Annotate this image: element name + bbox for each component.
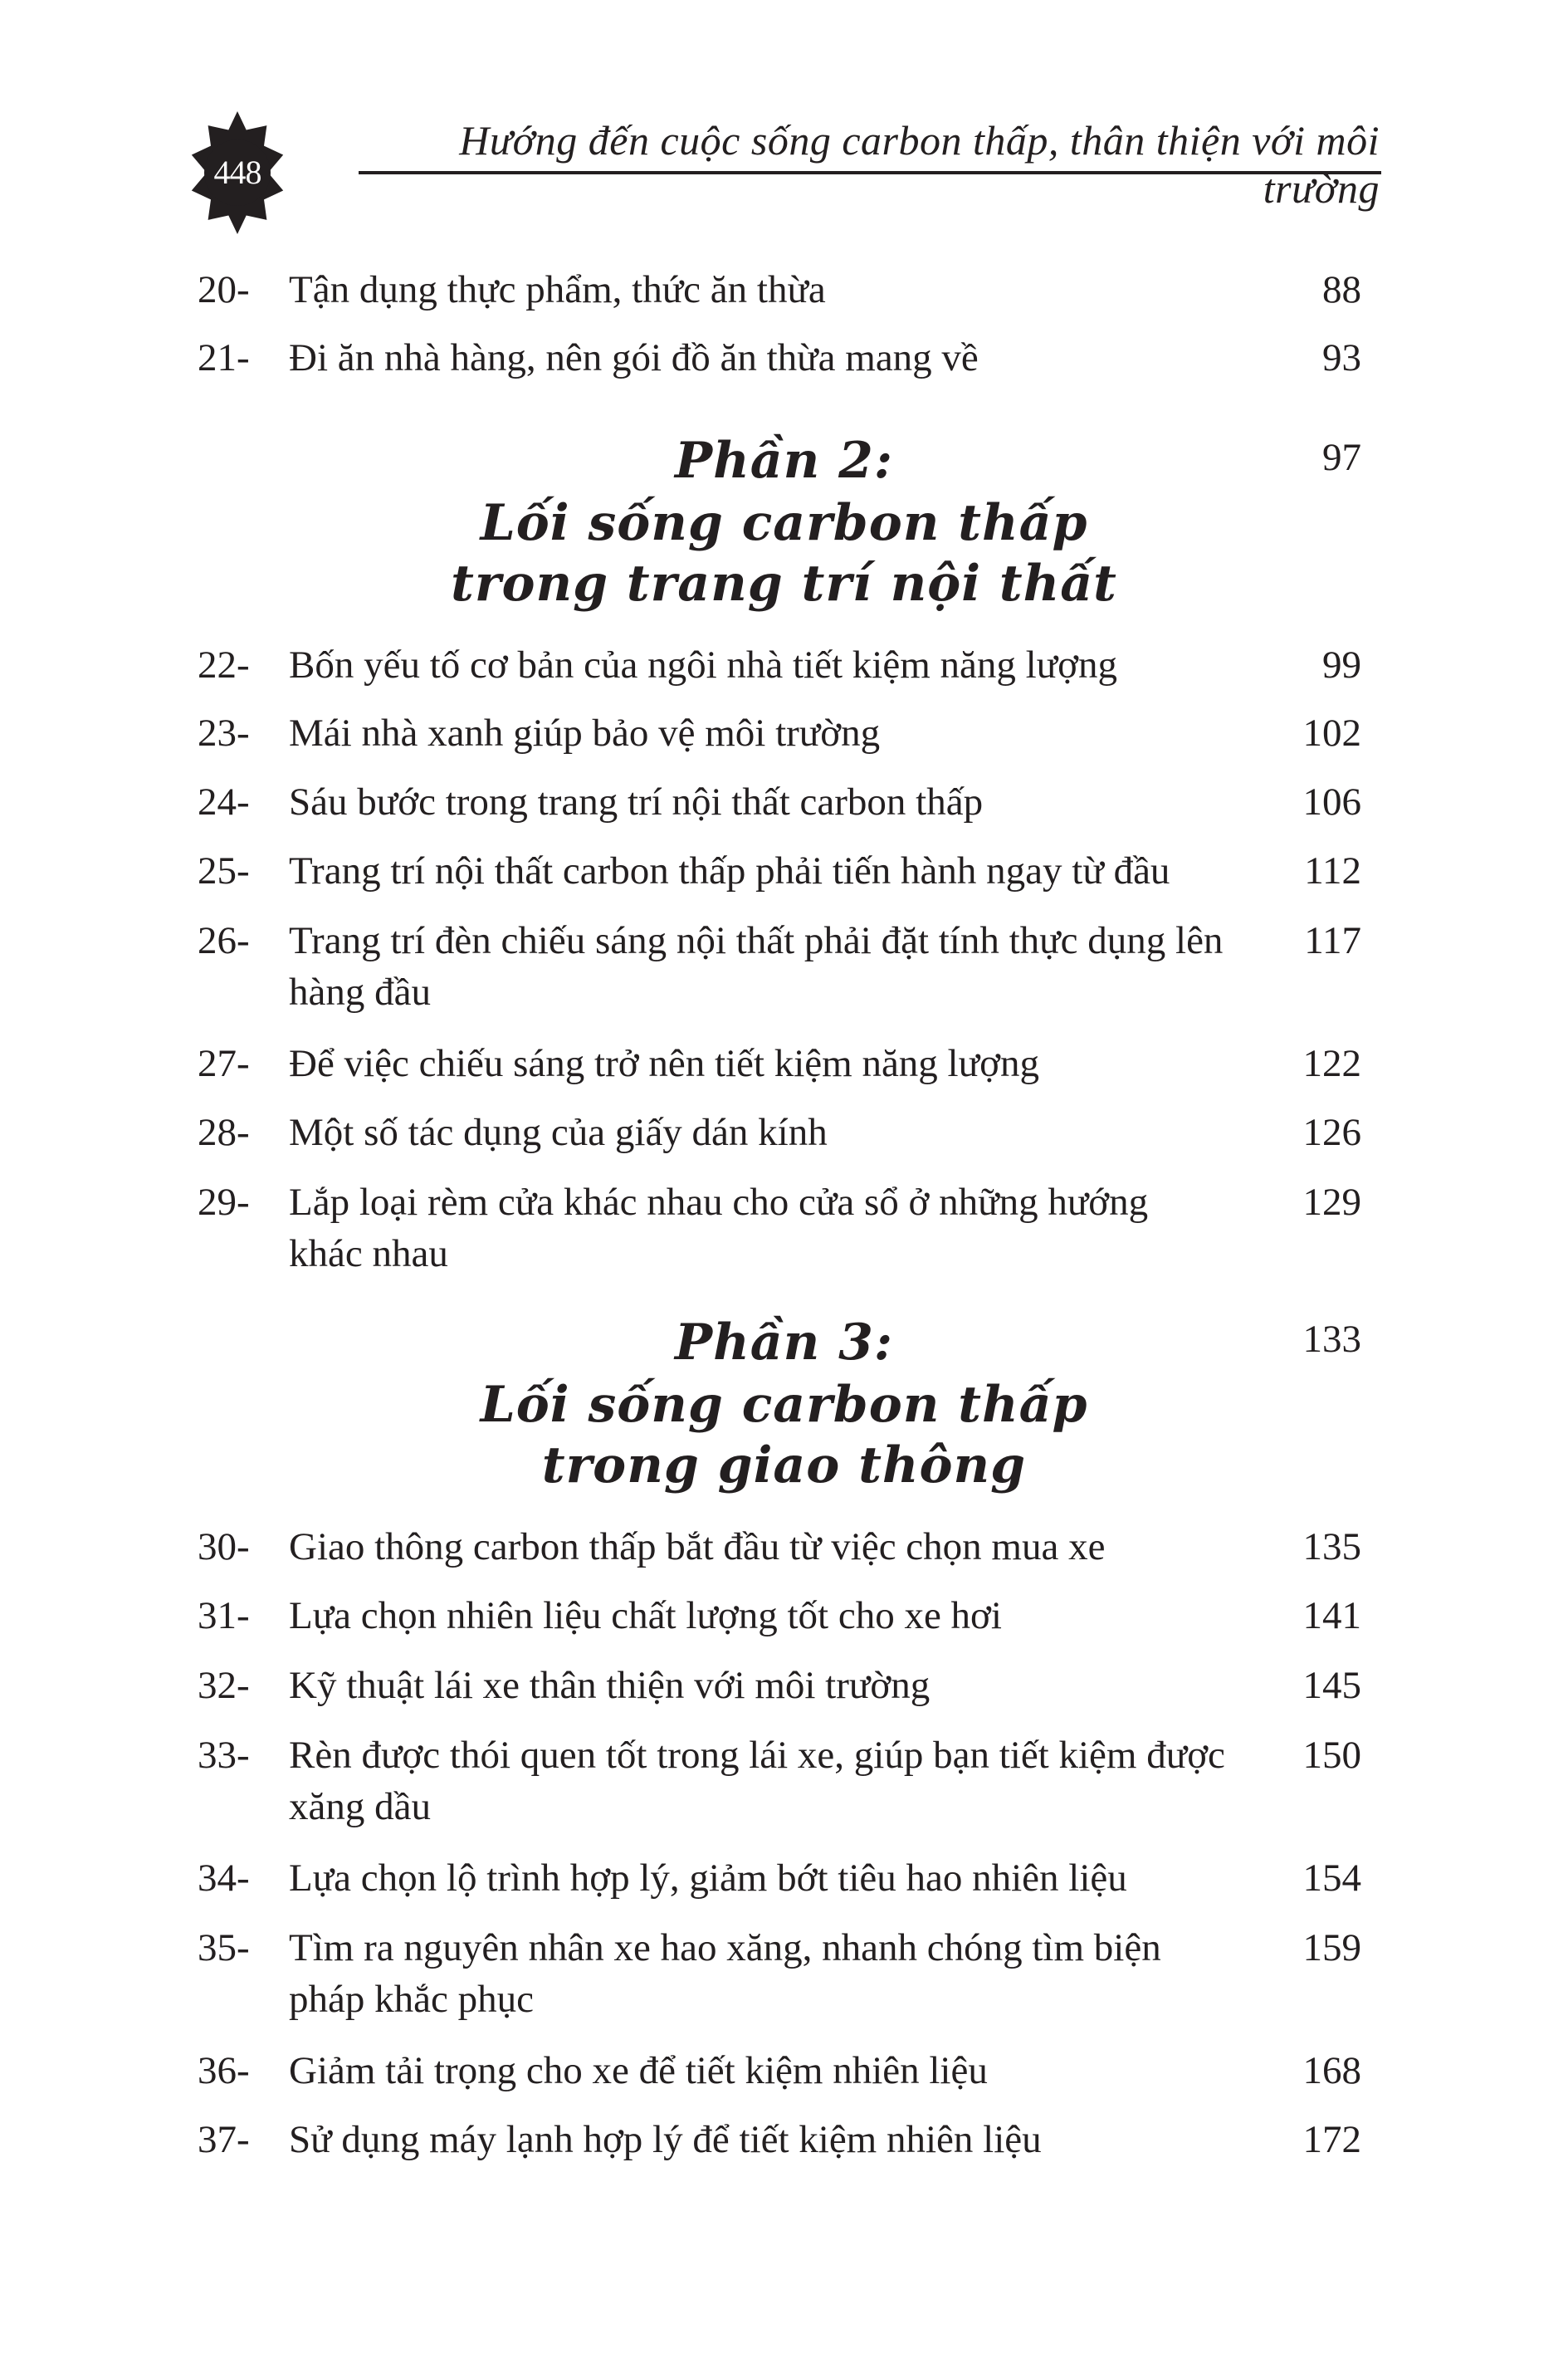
toc-entry-page: 112 [1304, 849, 1361, 893]
toc-entry-number: 29- [198, 1181, 250, 1224]
toc-entry-title: Bốn yếu tố cơ bản của ngôi nhà tiết kiệm năng lượng [289, 643, 1117, 687]
toc-entry-title: Rèn được thói quen tốt trong lái xe, giúp bạn tiết kiệm được xăng dầu [289, 1734, 1225, 1828]
part-title: Phần 2: [674, 432, 894, 490]
toc-entry-number: 31- [198, 1594, 250, 1637]
toc-entry-number: 30- [198, 1525, 250, 1568]
toc-entry-page: 122 [1302, 1042, 1361, 1085]
toc-entry-page: 168 [1302, 2049, 1361, 2092]
part-title: Phần 3: [674, 1313, 894, 1372]
toc-entry-title: Giao thông carbon thấp bắt đầu từ việc chọn mua xe [289, 1525, 1106, 1568]
toc-entry-number: 20- [198, 268, 250, 311]
toc-entry-number: 23- [198, 712, 250, 755]
toc-entry-title: Kỹ thuật lái xe thân thiện với môi trường [289, 1664, 931, 1707]
page-number: 448 [213, 154, 261, 191]
toc-entry-page: 135 [1302, 1525, 1361, 1568]
toc-entry-number: 35- [198, 1926, 250, 1969]
page-number-badge [176, 111, 299, 234]
toc-entry-number: 37- [198, 2118, 250, 2161]
toc-entry-title: Lựa chọn nhiên liệu chất lượng tốt cho xe hơi [289, 1594, 1002, 1637]
part-page-number: 97 [1322, 436, 1361, 479]
toc-entry-title: Sử dụng máy lạnh hợp lý để tiết kiệm nhiên liệu [289, 2118, 1042, 2161]
toc-entry-title: Sáu bước trong trang trí nội thất carbon thấp [289, 780, 984, 824]
toc-entry-title: Tận dụng thực phẩm, thức ăn thừa [289, 268, 826, 311]
toc-entry-page: 145 [1302, 1664, 1361, 1707]
toc-entry-number: 36- [198, 2049, 250, 2092]
part-subtitle: Lối sống carbon thấp [480, 494, 1088, 552]
header-divider [359, 171, 1381, 174]
toc-entry-page: 154 [1302, 1856, 1361, 1900]
toc-entry-title: Đi ăn nhà hàng, nên gói đồ ăn thừa mang về [289, 336, 979, 379]
toc-entry-title: Tìm ra nguyên nhân xe hao xăng, nhanh chóng tìm biện pháp khắc phục [289, 1926, 1161, 2021]
toc-entry-number: 25- [198, 849, 250, 893]
toc-entry-number: 22- [198, 643, 250, 687]
toc-entry-page: 172 [1302, 2118, 1361, 2161]
part-page-number: 133 [1302, 1318, 1361, 1361]
toc-entry-title: Một số tác dụng của giấy dán kính [289, 1111, 828, 1154]
part-subtitle: trong trang trí nội thất [451, 555, 1117, 613]
toc-entry-page: 126 [1302, 1111, 1361, 1154]
toc-entry-title: Trang trí nội thất carbon thấp phải tiến hành ngay từ đầu [289, 849, 1170, 893]
toc-entry-number: 32- [198, 1664, 250, 1707]
toc-entry-title: Giảm tải trọng cho xe để tiết kiệm nhiên liệu [289, 2049, 988, 2092]
toc-entry-page: 150 [1302, 1734, 1361, 1777]
toc-entry-title: Mái nhà xanh giúp bảo vệ môi trường [289, 712, 881, 755]
toc-entry-title: Trang trí đèn chiếu sáng nội thất phải đặt tính thực dụng lên hàng đầu [289, 919, 1224, 1014]
running-title: Hướng đến cuộc sống carbon thấp, thân thiện với môi trường [459, 117, 1380, 212]
toc-entry-page: 93 [1322, 336, 1361, 379]
page-header [0, 0, 1568, 216]
toc-entry-title: Lắp loại rèm cửa khác nhau cho cửa sổ ở những hướng khác nhau [289, 1181, 1149, 1275]
toc-entry-number: 33- [198, 1734, 250, 1777]
toc-entry-page: 117 [1304, 919, 1361, 962]
toc-entry-page: 99 [1322, 643, 1361, 687]
toc-entry-number: 34- [198, 1856, 250, 1900]
toc-entry-title: Lựa chọn lộ trình hợp lý, giảm bớt tiêu hao nhiên liệu [289, 1856, 1127, 1900]
toc-entry-page: 159 [1302, 1926, 1361, 1969]
toc-entry-number: 28- [198, 1111, 250, 1154]
toc-entry-number: 24- [198, 780, 250, 824]
part-subtitle: Lối sống carbon thấp [480, 1376, 1088, 1434]
toc-entry-page: 88 [1322, 268, 1361, 311]
toc-entry-page: 141 [1302, 1594, 1361, 1637]
toc-entry-number: 21- [198, 336, 250, 379]
toc-entry-page: 102 [1302, 712, 1361, 755]
toc-entry-number: 26- [198, 919, 250, 962]
toc-entry-title: Để việc chiếu sáng trở nên tiết kiệm năng lượng [289, 1042, 1039, 1085]
toc-entry-number: 27- [198, 1042, 250, 1085]
toc-entry-page: 106 [1302, 780, 1361, 824]
part-subtitle: trong giao thông [541, 1436, 1027, 1494]
toc-entry-page: 129 [1302, 1181, 1361, 1224]
